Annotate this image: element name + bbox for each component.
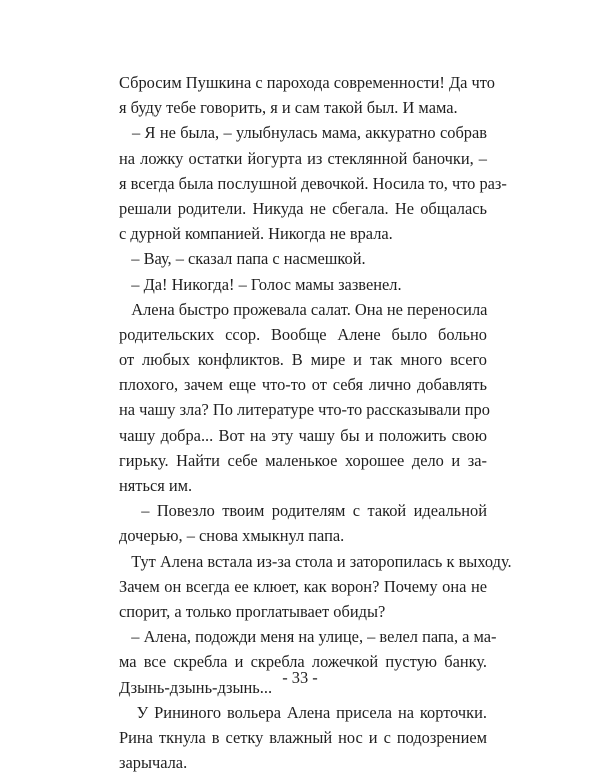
text-line: на чашу зла? По литературе что-то рассказывали про bbox=[119, 400, 490, 420]
text-line: – Алена, подожди меня на улице, – велел папа, а ма- bbox=[119, 627, 497, 647]
text-line: я буду тебе говорить, я и сам такой был. И мама. bbox=[119, 98, 458, 118]
text-line: я всегда была послушной девочкой. Носила то, что раз- bbox=[119, 173, 507, 193]
text-line: У Рининого вольера Алена присела на корточки. bbox=[119, 702, 487, 722]
text-line: Зачем он всегда ее клюет, как ворон? Почему она не bbox=[119, 576, 487, 596]
text-line: от любых конфликтов. В мире и так много всего bbox=[119, 350, 487, 370]
text-line: ма все скребла и скребла ложечкой пустую банку. bbox=[119, 652, 487, 672]
text-line: на ложку остатки йогурта из стеклянной баночки, – bbox=[119, 148, 487, 168]
text-line: – Вау, – сказал папа с насмешкой. bbox=[119, 249, 366, 269]
text-line: Дзынь-дзынь-дзынь... bbox=[119, 677, 273, 697]
text-line: Алена быстро прожевала салат. Она не переносила bbox=[119, 299, 488, 319]
text-line: родительских ссор. Вообще Алене было больно bbox=[119, 324, 487, 344]
text-line: – Я не была, – улыбнулась мама, аккуратно собрав bbox=[119, 123, 487, 143]
text-line: гирьку. Найти себе маленькое хорошее дело и за- bbox=[119, 450, 487, 470]
text-line: решали родители. Никуда не сбегала. Не общалась bbox=[119, 198, 487, 218]
text-line: – Повезло твоим родителям с такой идеальной bbox=[119, 501, 487, 521]
text-line: Тут Алена встала из-за стола и заторопилась к выходу. bbox=[119, 551, 512, 571]
text-line: плохого, зачем еще что-то от себя лично добавлять bbox=[119, 375, 487, 395]
text-line: спорит, а только проглатывает обиды? bbox=[119, 601, 386, 621]
text-line: зарычала. bbox=[119, 753, 188, 773]
text-line: Рина ткнула в сетку влажный нос и с подозрением bbox=[119, 727, 487, 747]
text-line: с дурной компанией. Никогда не врала. bbox=[119, 224, 393, 244]
text-line: Сбросим Пушкина с парохода современности! Да что bbox=[119, 73, 495, 92]
text-line: няться им. bbox=[119, 476, 193, 495]
page-number: - 33 - bbox=[282, 668, 318, 687]
text-line: – Да! Никогда! – Голос мамы зазвенел. bbox=[119, 274, 402, 294]
text-line: дочерью, – снова хмыкнул папа. bbox=[119, 526, 345, 546]
text-line: чашу добра... Вот на эту чашу бы и положить свою bbox=[119, 425, 487, 445]
